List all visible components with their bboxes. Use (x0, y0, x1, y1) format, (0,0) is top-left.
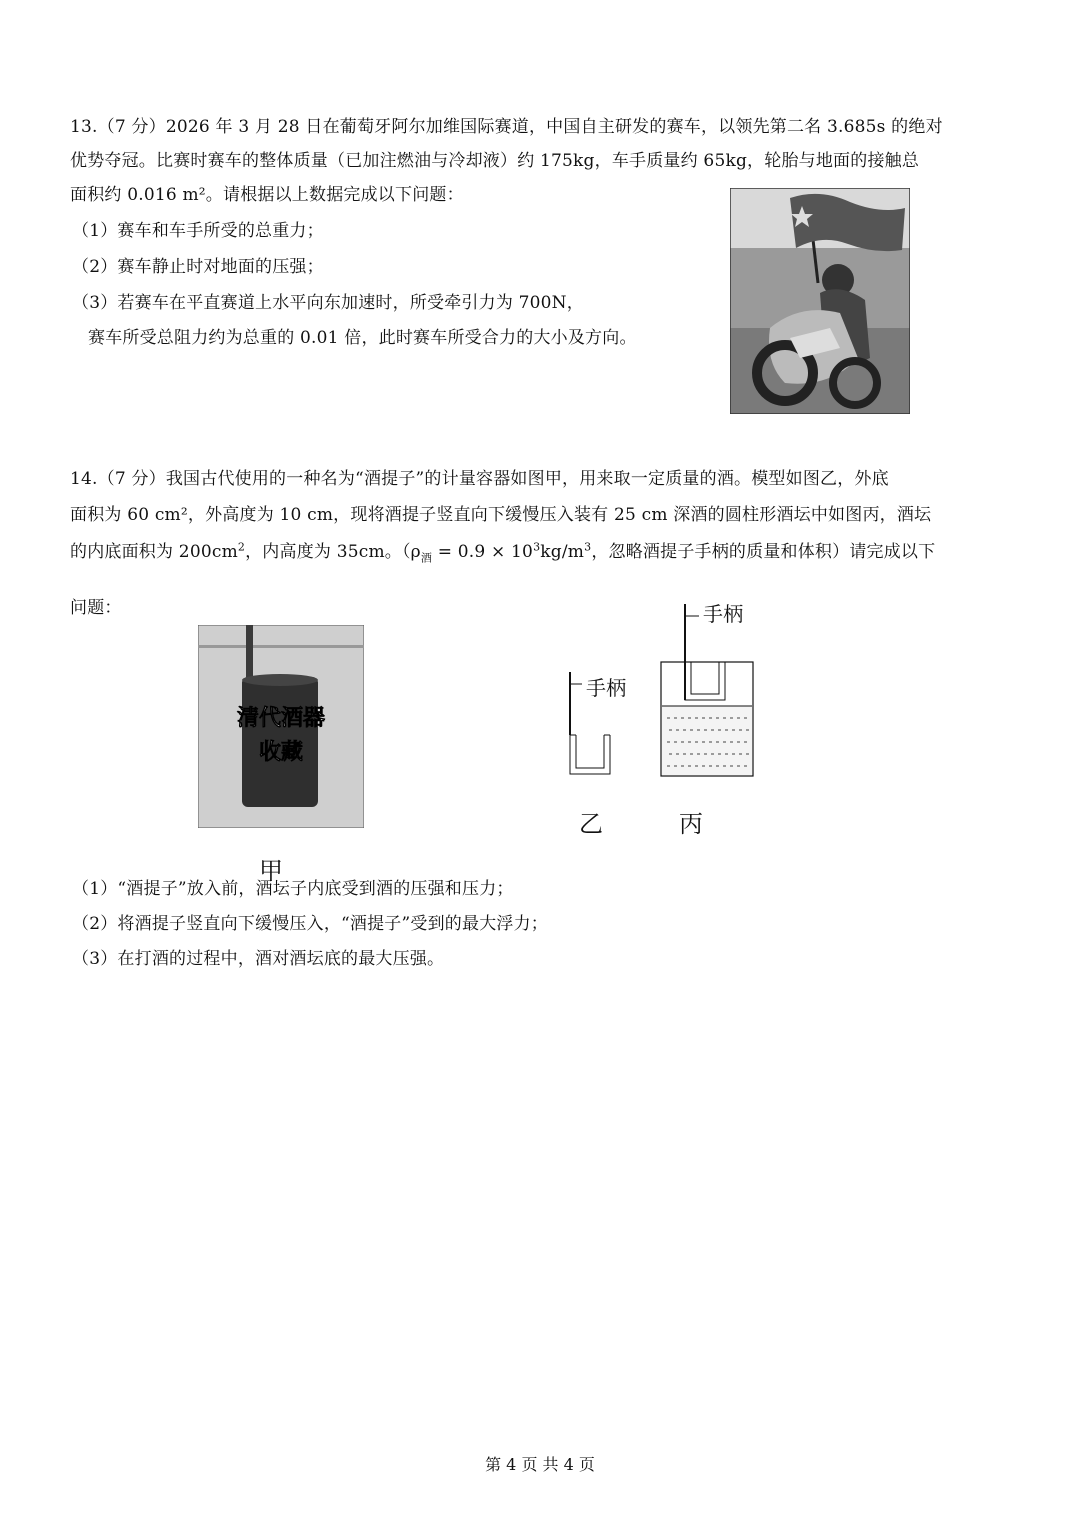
q13-line-2: 优势夺冠。比赛时赛车的整体质量（已加注燃油与冷却液）约 175kg，车手质量约 65kg，轮胎与地面的接触总 (70, 151, 920, 171)
q14-sub-2: （2）将酒提子竖直向下缓慢压入，“酒提子”受到的最大浮力； (72, 914, 548, 934)
diagram-bing (655, 600, 765, 782)
q14-sub-3: （3）在打酒的过程中，酒对酒坛底的最大压强。 (72, 949, 445, 969)
q14-sub-1: （1）“酒提子”放入前，酒坛子内底受到酒的压强和压力； (72, 879, 514, 899)
wine-ladle-photo (198, 625, 364, 828)
q14-line-1: 14.（7 分）我国古代使用的一种名为“酒提子”的计量容器如图甲，用来取一定质量的酒。模型如图乙，外底 (70, 469, 889, 489)
q13-line-3: 面积约 0.016 m²。请根据以上数据完成以下问题： (70, 185, 464, 205)
q14-line-2: 面积为 60 cm²，外高度为 10 cm，现将酒提子竖直向下缓慢压入装有 25 cm 深酒的圆柱形酒坛中如图丙，酒坛 (70, 505, 932, 525)
page-footer: 第 4 页 共 4 页 (485, 1455, 595, 1474)
handle-label-yi: 手柄 (586, 676, 627, 700)
photo-label-1: 清代酒器 (236, 706, 326, 731)
handle-label-bing: 手柄 (703, 602, 744, 626)
caption-yi: 乙 (579, 810, 603, 838)
q13-line-1: 13.（7 分）2026 年 3 月 28 日在葡萄牙阿尔加维国际赛道，中国自主研发的赛车，以领先第二名 3.685s 的绝对 (70, 117, 943, 137)
q13-sub-3b: 赛车所受总阻力约为总重的 0.01 倍，此时赛车所受合力的大小及方向。 (88, 328, 637, 348)
q14-line-3: 的内底面积为 $200cm^2$，内高度为 35cm。（$\rho_酒 = 0.9 \times 10^3kg/m^3$，忽略酒提子手柄的质量和体积）请完成以下 (70, 540, 936, 565)
caption-bing: 丙 (679, 810, 703, 838)
q13-sub-2: （2）赛车静止时对地面的压强； (72, 257, 324, 277)
q13-sub-3a: （3）若赛车在平直赛道上水平向东加速时，所受牵引力为 700N， (72, 293, 584, 313)
caption-jia: 甲 (259, 857, 283, 885)
q13-sub-1: （1）赛车和车手所受的总重力； (72, 221, 324, 241)
photo-label-2: 收藏 (258, 740, 304, 765)
motorcycle-photo (730, 188, 910, 414)
q14-line-4: 问题： (70, 598, 122, 618)
